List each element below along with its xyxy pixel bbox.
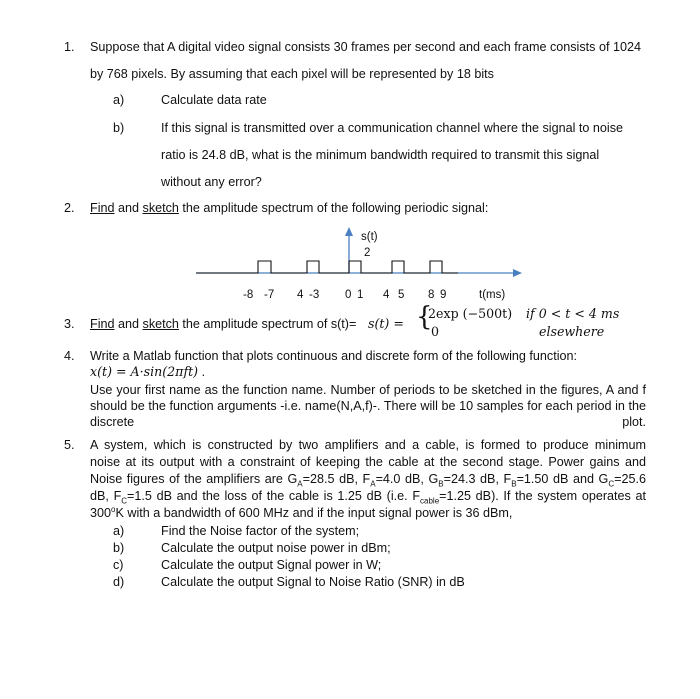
y-axis-arrow: [345, 227, 353, 236]
q4-paragraph: Use your first name as the function name. Number of periods to be sketched in the figures, A and f should be the function arguments -i.e. name(N,A,f)-. There will be 10 samples for each period in the discrete plot.: [90, 383, 646, 429]
q5-item-text: Calculate the output Signal power in W;: [161, 558, 382, 572]
q5-item-label: a): [113, 524, 125, 538]
q3-sketch: sketch: [142, 317, 179, 331]
q5-item-text: Calculate the output noise power in dBm;: [161, 541, 391, 555]
q5-line-5: 300$^o$K with a bandwidth of 600 MHz and if the input signal power is 36 dBm,: [90, 504, 513, 520]
q5-line-4: dB, $F_C=1.5$ dB and the loss of the cable is 1.25 dB (i.e. $F_{cable}=1.25$ dB). If the system operates at: [90, 489, 646, 506]
q3-case2-cond: elsewhere: [539, 324, 605, 339]
q4-line-1: Write a Matlab function that plots continuous and discrete form of the following function:: [90, 349, 577, 363]
tick-label: 1: [357, 289, 364, 301]
amplitude-label: 2: [364, 247, 371, 259]
q2-sketch: sketch: [142, 201, 179, 215]
q5-number: 5.: [64, 438, 75, 452]
q4-formula-tail: .: [198, 365, 206, 379]
q3-func: s(t) =: [368, 316, 404, 331]
x-axis-label: t(ms): [479, 289, 506, 301]
q5-item-label: c): [113, 558, 124, 572]
x-axis-arrow: [513, 269, 522, 277]
q5-line-1: A system, which is constructed by two amplifiers and a cable, is formed to produce minimum: [90, 438, 646, 452]
q1-number: 1.: [64, 40, 75, 54]
tick-label: 0: [345, 289, 352, 301]
q3-rest: the amplitude spectrum of s(t)=: [178, 317, 357, 331]
q1-a-text: Calculate data rate: [161, 93, 267, 107]
tick-label: 4: [383, 289, 390, 301]
signal-waveform: [196, 261, 458, 273]
q4-formula: x(t) = A·sin(2πft): [90, 364, 199, 379]
q3-number: 3.: [64, 317, 75, 331]
q2-signal-graph: [0, 0, 700, 310]
q3-case1-expr: 2exp (−500t): [428, 306, 513, 321]
tick-label: -8: [243, 289, 254, 301]
q2-and: and: [114, 201, 143, 215]
q3-case2-expr: 0: [431, 324, 440, 339]
q2-find: Find: [90, 201, 115, 215]
q1-a-label: a): [113, 93, 125, 107]
q1-b-line-3: without any error?: [161, 175, 262, 189]
q1-line-1: Suppose that A digital video signal consists 30 frames per second and each frame consists of 1024: [90, 40, 641, 54]
tick-label: -7: [264, 289, 275, 301]
q5-item-text: Find the Noise factor of the system;: [161, 524, 360, 538]
q3-find: Find: [90, 317, 115, 331]
q5-item-label: b): [113, 541, 125, 555]
q2-rest: the amplitude spectrum of the following periodic signal:: [178, 201, 489, 215]
q1-b-line-2: ratio is 24.8 dB, what is the minimum bandwidth required to transmit this signal: [161, 148, 600, 162]
q4-formula-line: [90, 364, 205, 380]
tick-label: 9: [440, 289, 447, 301]
q3-case1-cond: if 0 < t < 4 ms: [526, 306, 620, 321]
q3-brace: {: [416, 302, 433, 332]
tick-label: -3: [309, 289, 320, 301]
q5-line-3: Noise figures of the amplifiers are $G_A=28.5$ dB, $F_A=4.0$ dB, $G_B=24.3$ dB, $F_B=1.50$ dB and $G_C=25.6$: [90, 472, 646, 489]
q1-line-2: by 768 pixels. By assuming that each pixel will be represented by 18 bits: [90, 67, 494, 81]
y-axis-label: s(t): [361, 231, 378, 243]
q1-b-label: b): [113, 121, 125, 135]
q5-item-label: d): [113, 575, 125, 589]
q3-prompt: [90, 316, 356, 332]
q4-number: 4.: [64, 349, 75, 363]
q1-b-line-1: If this signal is transmitted over a communication channel where the signal to noise: [161, 121, 624, 135]
q5-line-2: noise at its output with a constraint of keeping the cable at the second stage. Power gains and: [90, 455, 646, 469]
q5-item-text: Calculate the output Signal to Noise Ratio (SNR) in dB: [161, 575, 465, 589]
tick-label: 8: [428, 289, 435, 301]
tick-label: 4: [297, 289, 304, 301]
tick-label: 5: [398, 289, 405, 301]
q3-and: and: [114, 317, 143, 331]
q2-number: 2.: [64, 201, 75, 215]
